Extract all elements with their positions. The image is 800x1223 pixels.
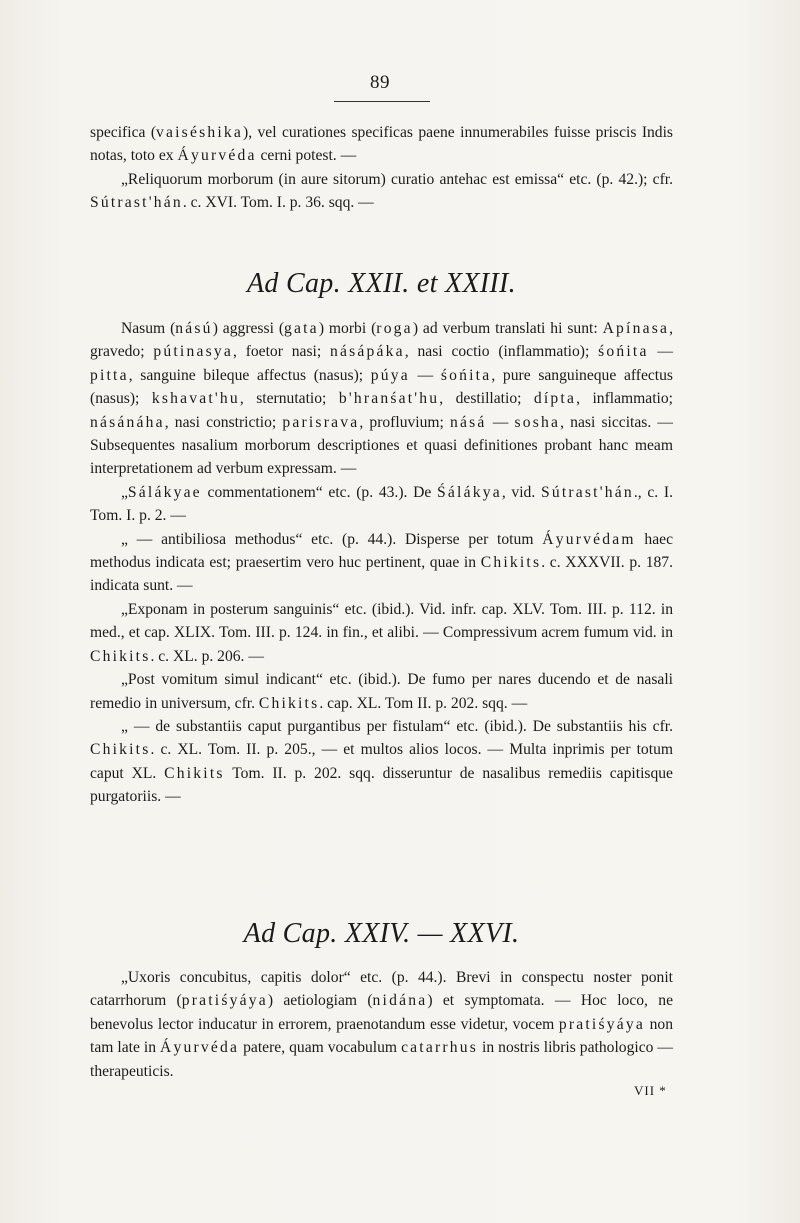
text-run: , nasi constrictio;: [164, 413, 283, 431]
text-block-cap-xxii-xxiii: [90, 317, 673, 809]
text-run: , pure sanguineque affectus (nasus);: [90, 366, 674, 408]
spaced-term: Chikits: [90, 647, 151, 665]
text-run: commentationem“ etc. (p. 43.). De: [201, 483, 438, 501]
spaced-term: b'hranśat'hu: [338, 390, 440, 408]
spaced-term: pratiśyáya: [558, 1015, 645, 1033]
text-run: , destillatio;: [439, 390, 534, 408]
text-run: , nasi siccitas. — Subsequentes nasalium morborum descriptiones et quasi definitiones probant hanc meam interpretationem ad verbum expressam. —: [90, 413, 673, 478]
text-run: cerni potest. —: [256, 147, 357, 165]
text-run: „Exponam in posterum sanguinis“ etc. (ibid.). Vid. infr. cap. XLV. Tom. III. p. 112. in med., et cap. XLIX. Tom. III. p. 124. in fin., et alibi. — Compressivum acrem fumum vid. in: [90, 600, 673, 642]
paragraph: [90, 528, 673, 598]
text-run: ) morbi (: [318, 320, 377, 337]
spaced-term: Chikits: [164, 764, 225, 782]
spaced-term: Sútrast'hán: [540, 483, 634, 501]
text-run: haec methodus indicata est; praesertim vero huc pertinent, quae in: [90, 530, 673, 572]
paragraph: [90, 668, 673, 715]
text-run: „ — antibiliosa methodus“ etc. (p. 44.). Disperse per totum: [121, 530, 543, 548]
text-run: patere, quam vocabulum: [239, 1039, 402, 1057]
paragraph: [90, 598, 673, 668]
spaced-term: sosha: [514, 413, 561, 431]
spaced-term: násá: [450, 413, 487, 431]
text-run: „Reliquorum morborum (in aure sitorum) curatio antehac est emissa“ etc. (p. 42.); cfr.: [121, 170, 673, 188]
paragraph: [90, 481, 673, 528]
spaced-term: roga: [376, 320, 413, 337]
text-run: . c. XXXVII. p. 187. indicata sunt. —: [90, 554, 673, 595]
text-run: , gravedo;: [90, 320, 673, 361]
spaced-term: pútinasya: [153, 343, 233, 361]
spaced-term: vaiséshika: [156, 124, 243, 141]
text-run: „ — de substantiis caput purgantibus per fistulam“ etc. (ibid.). De substantiis his cfr.: [121, 717, 673, 735]
text-run: ) et symptomata. — Hoc loco, ne benevolus lector inducatur in errorem, praenotandum esse videtur, vocem: [90, 992, 674, 1033]
text-run: . c. XVI. Tom. I. p. 36. sqq. —: [182, 194, 374, 212]
paragraph: [90, 168, 673, 215]
spaced-term: kshavat'hu: [151, 390, 240, 408]
spaced-term: Áyurvédam: [542, 530, 636, 548]
spaced-term: nású: [175, 320, 213, 337]
text-run: , sanguine bileque affectus (nasus);: [128, 366, 371, 384]
text-run: „Post vomitum simul indicant“ etc. (ibid.). De fumo per nares ducendo et de nasali remedio in universum, cfr.: [90, 671, 673, 712]
spaced-term: gata: [284, 320, 319, 337]
text-run: „Uxoris concubitus, capitis dolor“ etc. (p. 44.). Brevi in conspectu noster ponit catarrhorum (: [90, 969, 673, 1010]
spaced-term: Śálákya: [437, 483, 502, 501]
text-run: specifica (: [90, 124, 157, 141]
spaced-term: parisrava: [282, 413, 360, 431]
text-run: , inflammatio;: [576, 390, 673, 408]
text-block-cap-xxiv-xxvi: [90, 966, 673, 1083]
text-run: ), vel curationes specificas paene innumerabiles fuisse priscis Indis notas, toto ex: [90, 124, 674, 165]
spaced-term: catarrhus: [401, 1039, 479, 1057]
spaced-term: Chikits: [90, 741, 151, 759]
spaced-term: śońita: [440, 366, 492, 384]
spaced-term: nidána: [372, 992, 428, 1010]
spaced-term: Áyurvéda: [160, 1039, 240, 1057]
text-run: , sternutatio;: [239, 390, 339, 408]
spaced-term: Apínasa: [602, 320, 670, 337]
text-run: , foetor nasi;: [232, 343, 331, 361]
text-run: , vid.: [501, 483, 541, 501]
text-run: . c. XL. p. 206. —: [150, 647, 264, 665]
text-run: —: [648, 343, 673, 361]
spaced-term: dípta: [533, 390, 577, 408]
paragraph: [90, 715, 673, 809]
section-heading-cap-xxii-xxiii: Ad Cap. XXII. et XXIII.: [247, 268, 516, 299]
text-run: ., c. I. Tom. I. p. 2. —: [90, 483, 673, 525]
text-block-intro: [90, 121, 673, 215]
page-number: 89: [370, 72, 390, 93]
text-run: „: [121, 483, 128, 501]
text-run: , profluvium;: [359, 413, 451, 431]
spaced-term: Sálákyae: [127, 483, 202, 501]
spaced-term: násápáka: [330, 343, 405, 361]
spaced-term: pitta: [90, 366, 129, 384]
text-run: ) ad verbum translati hi sunt:: [412, 320, 603, 337]
spaced-term: śońita: [598, 343, 649, 361]
spaced-term: Áyurvéda: [177, 147, 257, 165]
text-run: in nostris libris pathologico — therapeuticis.: [90, 1039, 674, 1080]
text-run: —: [409, 366, 441, 384]
spaced-term: pratiśyáya: [181, 992, 268, 1010]
spaced-term: Sútrast'hán: [90, 194, 183, 212]
text-run: . c. XL. Tom. II. p. 205., — et multos alios locos. — Multa inprimis per totum caput XL.: [90, 741, 673, 782]
text-run: ) aetiologiam (: [267, 992, 373, 1010]
spaced-term: púya: [370, 366, 410, 384]
text-run: non tam late in: [90, 1015, 673, 1057]
header-rule: [334, 101, 430, 102]
spaced-term: Chikits: [480, 554, 542, 572]
text-run: —: [486, 413, 515, 431]
text-run: Nasum (: [121, 320, 176, 337]
spaced-term: násánáha: [90, 413, 165, 431]
section-heading-cap-xxiv-xxvi: Ad Cap. XXIV. — XXVI.: [243, 918, 520, 949]
text-run: Tom. II. p. 202. sqq. disseruntur de nasalibus remediis capitisque purgatoriis. —: [90, 764, 673, 806]
signature-mark: VII *: [634, 1083, 667, 1098]
paragraph: [90, 317, 673, 481]
spaced-term: Chikits: [258, 694, 320, 712]
paragraph: [90, 966, 673, 1083]
paragraph: [90, 121, 673, 168]
text-run: . cap. XL. Tom II. p. 202. sqq. —: [319, 694, 528, 712]
text-run: , nasi coctio (inflammatio);: [404, 343, 599, 361]
text-run: ) aggressi (: [212, 320, 285, 337]
